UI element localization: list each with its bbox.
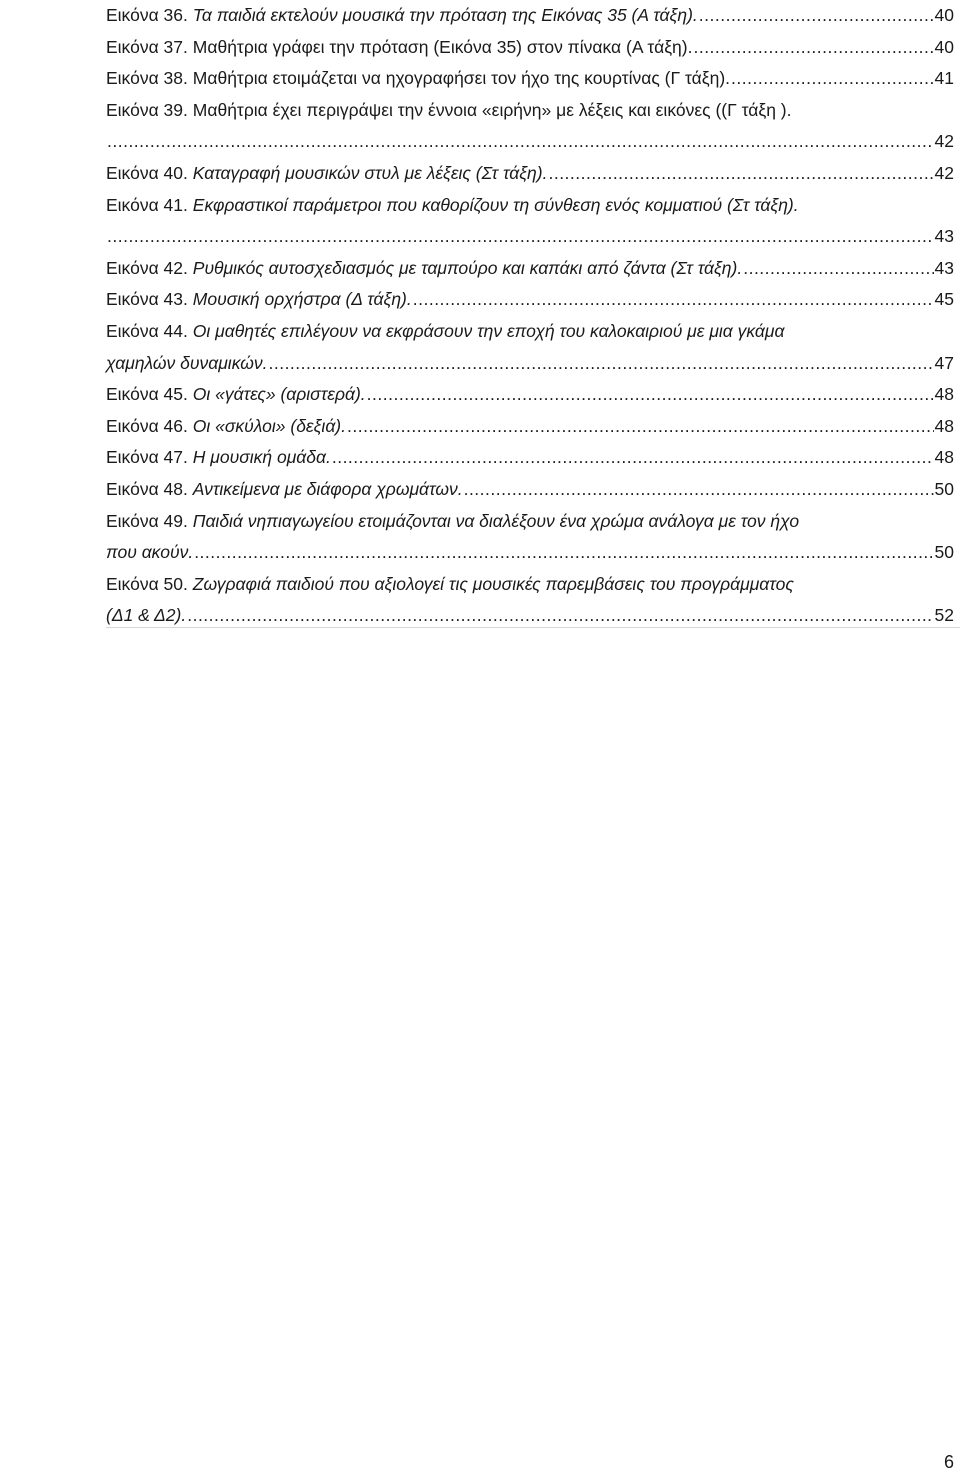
figure-label: Εικόνα 38. [106,68,188,89]
toc-entry[interactable] [106,316,954,348]
toc-entry[interactable] [106,284,954,316]
page-ref: 47 [934,352,954,373]
page-ref: 40 [934,36,954,57]
page-ref: 48 [934,384,954,405]
toc-entry[interactable] [106,253,954,285]
toc-entry[interactable] [106,569,954,601]
toc-entry[interactable] [106,63,954,95]
figure-title: Οι μαθητές επιλέγουν να εκφράσουν την εποχή του καλοκαιριού με μια γκάμα [192,320,785,341]
figure-title: Μαθήτρια ετοιμάζεται να ηχογραφήσει τον ήχο της κουρτίνας (Γ τάξη). [192,68,731,89]
dot-leader [413,284,934,316]
table-of-figures [106,0,954,632]
page-ref: 41 [934,68,954,89]
figure-title: Παιδιά νηπιαγωγείου ετοιμάζονται να διαλέξουν ένα χρώμα ανάλογα με τον ήχο [192,510,800,531]
figure-label: Εικόνα 44. [106,320,188,341]
dot-leader [464,474,934,506]
dot-leader [693,32,933,64]
section-divider [106,627,960,628]
toc-entry[interactable] [106,0,954,32]
figure-title: Η μουσική ομάδα. [192,447,331,468]
page-ref: 48 [934,447,954,468]
figure-title: Οι «σκύλοι» (δεξιά). [192,415,346,436]
page-ref: 43 [934,226,954,247]
page-ref: 43 [934,257,954,278]
toc-entry-continuation[interactable] [106,348,954,380]
figure-title-continuation: χαμηλών δυναμικών. [106,352,268,373]
dot-leader [347,411,934,443]
figure-label: Εικόνα 39. [106,99,188,120]
toc-entry-leader[interactable] [106,126,954,158]
dot-leader [367,379,934,411]
dot-leader [548,158,933,190]
dot-leader [107,221,934,253]
figure-title: Ρυθμικός αυτοσχεδιασμός με ταμπούρο και καπάκι από ζάντα (Στ τάξη). [192,257,743,278]
figure-label: Εικόνα 36. [106,5,188,25]
page-ref: 52 [934,605,954,626]
figure-title: Αντικείμενα με διάφορα χρωμάτων. [192,478,463,499]
toc-entry[interactable] [106,379,954,411]
toc-entry[interactable] [106,411,954,443]
figure-title: Μαθήτρια γράφει την πρόταση (Εικόνα 35) στον πίνακα (Α τάξη). [192,36,693,57]
page-ref: 45 [934,289,954,310]
dot-leader [731,63,933,95]
figure-title: Εκφραστικοί παράμετροι που καθορίζουν τη σύνθεση ενός κομματιού (Στ τάξη). [192,194,799,215]
figure-title-continuation: που ακούν. [106,542,194,563]
figure-label: Εικόνα 37. [106,36,188,57]
dot-leader [268,348,933,380]
figure-title: Μαθήτρια έχει περιγράψει την έννοια «ειρήνη» με λέξεις και εικόνες ((Γ τάξη ). [192,99,792,120]
figure-title: Τα παιδιά εκτελούν μουσικά την πρόταση της Εικόνας 35 (Α τάξη). [192,5,698,25]
toc-entry[interactable] [106,506,954,538]
page-ref: 42 [934,162,954,183]
figure-label: Εικόνα 42. [106,257,188,278]
toc-entry[interactable] [106,158,954,190]
toc-entry[interactable] [106,442,954,474]
figure-label: Εικόνα 49. [106,510,188,531]
toc-entry[interactable] [106,474,954,506]
toc-entry-continuation[interactable] [106,537,954,569]
figure-label: Εικόνα 48. [106,478,188,499]
figure-title: Καταγραφή μουσικών στυλ με λέξεις (Στ τάξη). [192,162,548,183]
toc-entry[interactable] [106,190,954,222]
figure-label: Εικόνα 46. [106,415,188,436]
page-ref: 50 [934,478,954,499]
dot-leader [743,253,933,285]
toc-entry[interactable] [106,95,954,127]
dot-leader [699,0,934,32]
page-ref: 40 [934,5,954,25]
dot-leader [107,126,934,158]
figure-title: Οι «γάτες» (αριστερά). [192,384,366,405]
dot-leader [332,442,934,474]
figure-label: Εικόνα 41. [106,194,188,215]
figure-title: Ζωγραφιά παιδιού που αξιολογεί τις μουσικές παρεμβάσεις του προγράμματος [192,573,794,594]
toc-entry[interactable] [106,32,954,64]
figure-label: Εικόνα 43. [106,289,188,310]
toc-entry-leader[interactable] [106,221,954,253]
dot-leader [194,537,933,569]
page-ref: 42 [934,131,954,152]
figure-label: Εικόνα 47. [106,447,188,468]
figure-label: Εικόνα 45. [106,384,188,405]
figure-label: Εικόνα 50. [106,573,188,594]
page-number: 6 [943,1452,954,1472]
figure-label: Εικόνα 40. [106,162,188,183]
page-ref: 50 [934,542,954,563]
figure-title: Μουσική ορχήστρα (Δ τάξη). [192,289,412,310]
figure-title-continuation: (Δ1 & Δ2). [106,605,187,626]
page-ref: 48 [934,415,954,436]
